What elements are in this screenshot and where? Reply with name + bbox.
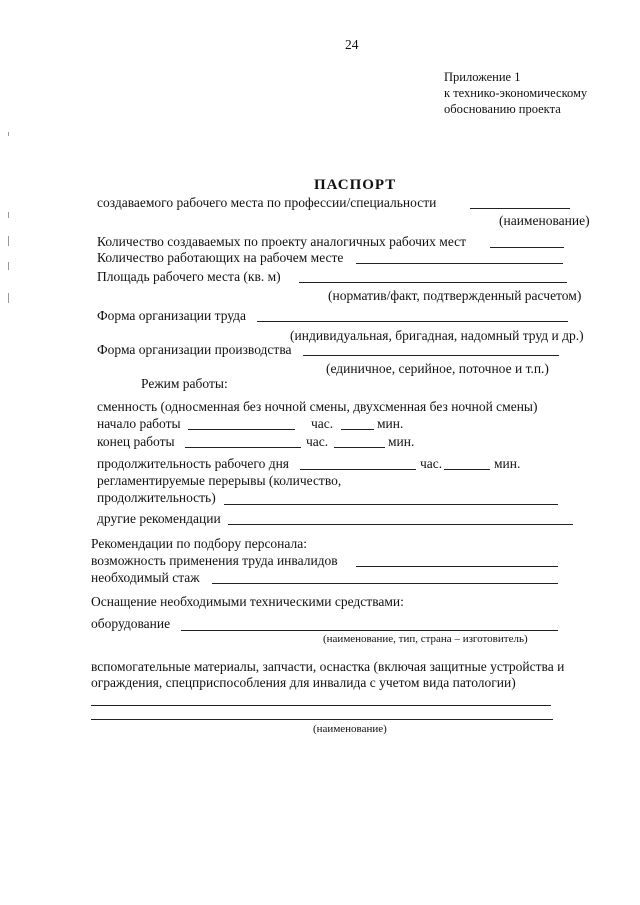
duration-hours-blank[interactable] — [300, 469, 416, 470]
profession-hint: (наименование) — [499, 213, 590, 228]
scan-mark — [8, 132, 9, 136]
equipment-hint: (наименование, тип, страна – изготовитель) — [323, 633, 528, 645]
area-hint: (норматив/факт, подтвержденный расчетом) — [328, 288, 582, 303]
aux-label-1: вспомогательные материалы, запчасти, оснастка (включая защитные устройства и — [91, 659, 565, 674]
workers-blank[interactable] — [356, 263, 563, 264]
end-hours-unit: час. — [306, 434, 329, 449]
equipment-header: Оснащение необходимыми техническими средствами: — [91, 594, 404, 609]
appendix-line-3: обоснованию проекта — [444, 102, 561, 116]
aux-blank-2[interactable] — [91, 719, 553, 720]
area-blank[interactable] — [299, 282, 567, 283]
labor-org-label: Форма организации труда — [97, 308, 247, 323]
disabled-blank[interactable] — [356, 566, 558, 567]
end-minutes-unit: мин. — [388, 434, 415, 449]
duration-label: продолжительность рабочего дня — [97, 456, 290, 471]
disabled-label: возможность применения труда инвалидов — [91, 553, 338, 568]
experience-blank[interactable] — [212, 583, 558, 584]
equipment-blank[interactable] — [181, 630, 558, 631]
experience-label: необходимый стаж — [91, 570, 200, 585]
end-minutes-blank[interactable] — [334, 447, 385, 448]
breaks-label-1: регламентируемые перерывы (количество, — [97, 473, 342, 488]
area-label: Площадь рабочего места (кв. м) — [97, 269, 281, 284]
start-minutes-unit: мин. — [377, 416, 404, 431]
equipment-label: оборудование — [91, 616, 171, 631]
aux-blank-1[interactable] — [91, 705, 551, 706]
similar-places-label: Количество создаваемых по проекту аналогичных рабочих мест — [97, 234, 467, 249]
start-label: начало работы — [97, 416, 181, 431]
other-label: другие рекомендации — [97, 511, 221, 526]
profession-blank[interactable] — [470, 208, 570, 209]
document-title: ПАСПОРТ — [314, 177, 397, 193]
profession-label: создаваемого рабочего места по профессии/специальности — [97, 195, 437, 210]
duration-hours-unit: час. — [420, 456, 443, 471]
labor-org-blank[interactable] — [257, 321, 568, 322]
labor-org-hint: (индивидуальная, бригадная, надомный труд и др.) — [290, 328, 584, 343]
scan-mark — [8, 212, 9, 218]
scan-mark — [8, 293, 9, 303]
start-minutes-blank[interactable] — [341, 429, 374, 430]
breaks-label-2: продолжительность) — [97, 490, 216, 505]
aux-label-2: ограждения, спецприспособления для инвалида с учетом вида патологии) — [91, 675, 516, 690]
duration-minutes-unit: мин. — [494, 456, 521, 471]
aux-hint: (наименование) — [313, 723, 387, 735]
duration-minutes-blank[interactable] — [444, 469, 490, 470]
scan-mark — [8, 236, 9, 246]
work-mode-header: Режим работы: — [141, 376, 228, 391]
start-hours-blank[interactable] — [188, 429, 295, 430]
end-label: конец работы — [97, 434, 175, 449]
production-org-label: Форма организации производства — [97, 342, 292, 357]
production-org-hint: (единичное, серийное, поточное и т.п.) — [326, 361, 549, 376]
page-number: 24 — [345, 37, 359, 52]
breaks-blank[interactable] — [224, 504, 558, 505]
scan-mark — [8, 262, 9, 270]
similar-places-blank[interactable] — [490, 247, 564, 248]
appendix-line-2: к технико-экономическому — [444, 86, 588, 100]
production-org-blank[interactable] — [303, 355, 559, 356]
appendix-line-1: Приложение 1 — [444, 70, 521, 84]
start-hours-unit: час. — [311, 416, 334, 431]
workers-label: Количество работающих на рабочем месте — [97, 250, 344, 265]
staff-header: Рекомендации по подбору персонала: — [91, 536, 307, 551]
shifts-label: сменность (односменная без ночной смены, двухсменная без ночной смены) — [97, 399, 538, 414]
other-blank[interactable] — [228, 524, 573, 525]
end-hours-blank[interactable] — [185, 447, 301, 448]
